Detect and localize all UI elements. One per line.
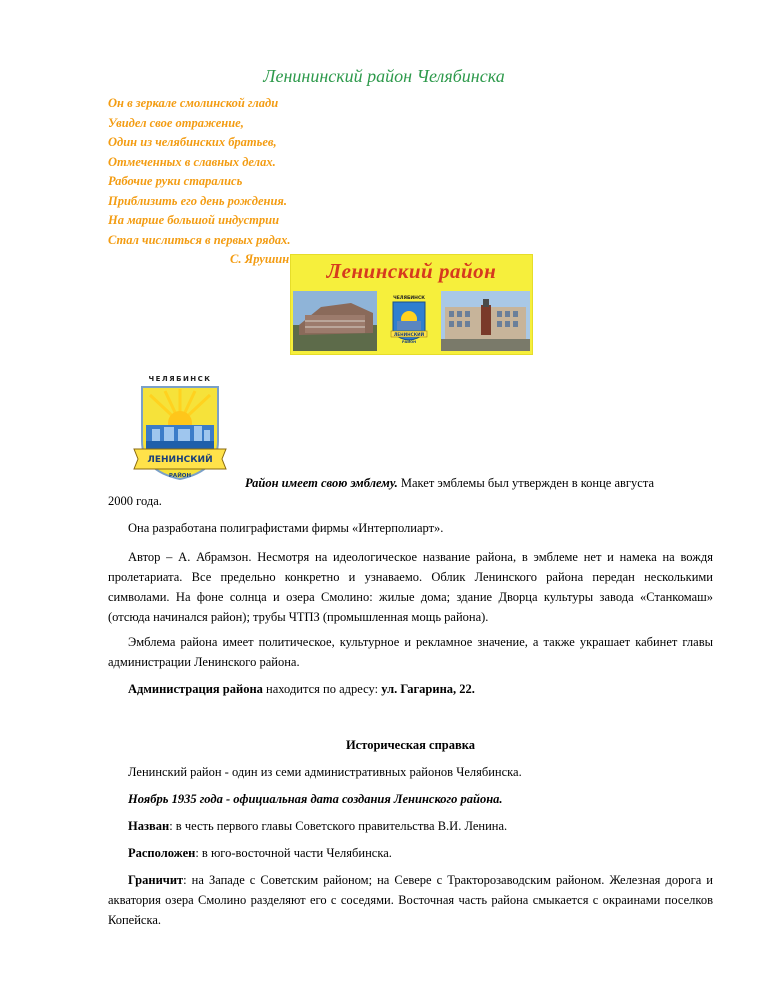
paragraph: Автор – А. Абрамзон. Несмотря на идеологическое название района, в эмблеме нет и намека на вождя пролетариата. Все предельно конкретно и узнаваемо. Облик Ленинского района передан несколькими символами. На фоне солнца и озера Смолино: жилые дома; здание Дворца культуры завода «Станкомаш» (отсюда начинался район); трубы ЧТПЗ (промышленная мощь района).: [108, 550, 713, 624]
poem-line: Стал числиться в первых рядах.: [108, 232, 291, 247]
banner-emblem-band: ЛЕНИНСКИЙ: [393, 332, 425, 337]
paragraph: [108, 816, 713, 836]
text-span: Макет эмблемы был утвержден в конце августа: [397, 476, 654, 490]
emblem-band-text: ЛЕНИНСКИЙ: [147, 455, 213, 465]
paragraph: [245, 473, 713, 493]
text-span: : в честь первого главы Советского правительства В.И. Ленина.: [169, 819, 508, 833]
emblem-bottom-text: РАЙОН: [168, 473, 192, 479]
emblem-heading: Район имеет свою эмблему.: [245, 476, 398, 490]
poem: [108, 94, 408, 270]
admin-address: ул. Гагарина, 22.: [381, 682, 475, 696]
paragraph: Ленинский район - один из семи административных районов Челябинска.: [128, 765, 522, 779]
named-label: Назван: [128, 819, 170, 833]
poem-line: Он в зеркале смолинской глади: [108, 96, 279, 110]
section-title: Историческая справка: [345, 738, 476, 752]
admin-label: Администрация района: [128, 682, 263, 696]
poem-line: На марше большой индустрии: [108, 213, 280, 227]
text-span: : на Западе с Советским районом; на Севере с Тракторозаводским районом. Железная дорога и акватория озера Смолино разделяют его с соседями. Восточная часть района смыкается с окраинами поселков Копейска.: [108, 873, 713, 927]
page-title: Ленининский район Челябинска: [263, 66, 505, 86]
emblem-top-text: ЧЕЛЯБИНСК: [148, 375, 212, 383]
banner-emblem-top: ЧЕЛЯБИНСК: [393, 296, 425, 301]
paragraph: 2000 года.: [108, 494, 162, 508]
text-span: находится по адресу:: [262, 682, 382, 696]
poem-line: Приблизить его день рождения.: [108, 193, 287, 208]
location-label: Расположен: [128, 846, 196, 860]
paragraph: Эмблема района имеет политическое, культурное и рекламное значение, а также украшает кабинет главы администрации Ленинского района.: [108, 635, 713, 669]
paragraph: [108, 870, 713, 930]
poem-line: Отмеченных в славных делах.: [108, 154, 276, 169]
banner-photos: [291, 255, 532, 354]
district-banner-image: [290, 254, 533, 355]
poem-line: Рабочие руки старались: [108, 174, 243, 188]
paragraph: Ноябрь 1935 года - официальная дата создания Ленинского района.: [128, 792, 503, 806]
poem-author: С. Ярушин: [230, 252, 290, 266]
poem-line: Один из челябинских братьев,: [108, 135, 277, 149]
paragraph: Она разработана полиграфистами фирмы «Интерполиарт».: [128, 521, 444, 535]
text-span: : в юго-восточной части Челябинска.: [195, 846, 392, 860]
paragraph: [108, 843, 713, 863]
paragraph: [108, 679, 713, 699]
banner-title: Ленинский район: [326, 259, 497, 283]
poem-line: Увидел свое отражение,: [108, 115, 244, 130]
banner-emblem-bottom: РАЙОН: [401, 340, 417, 344]
district-emblem-image: [130, 373, 230, 485]
borders-label: Граничит: [128, 873, 184, 887]
